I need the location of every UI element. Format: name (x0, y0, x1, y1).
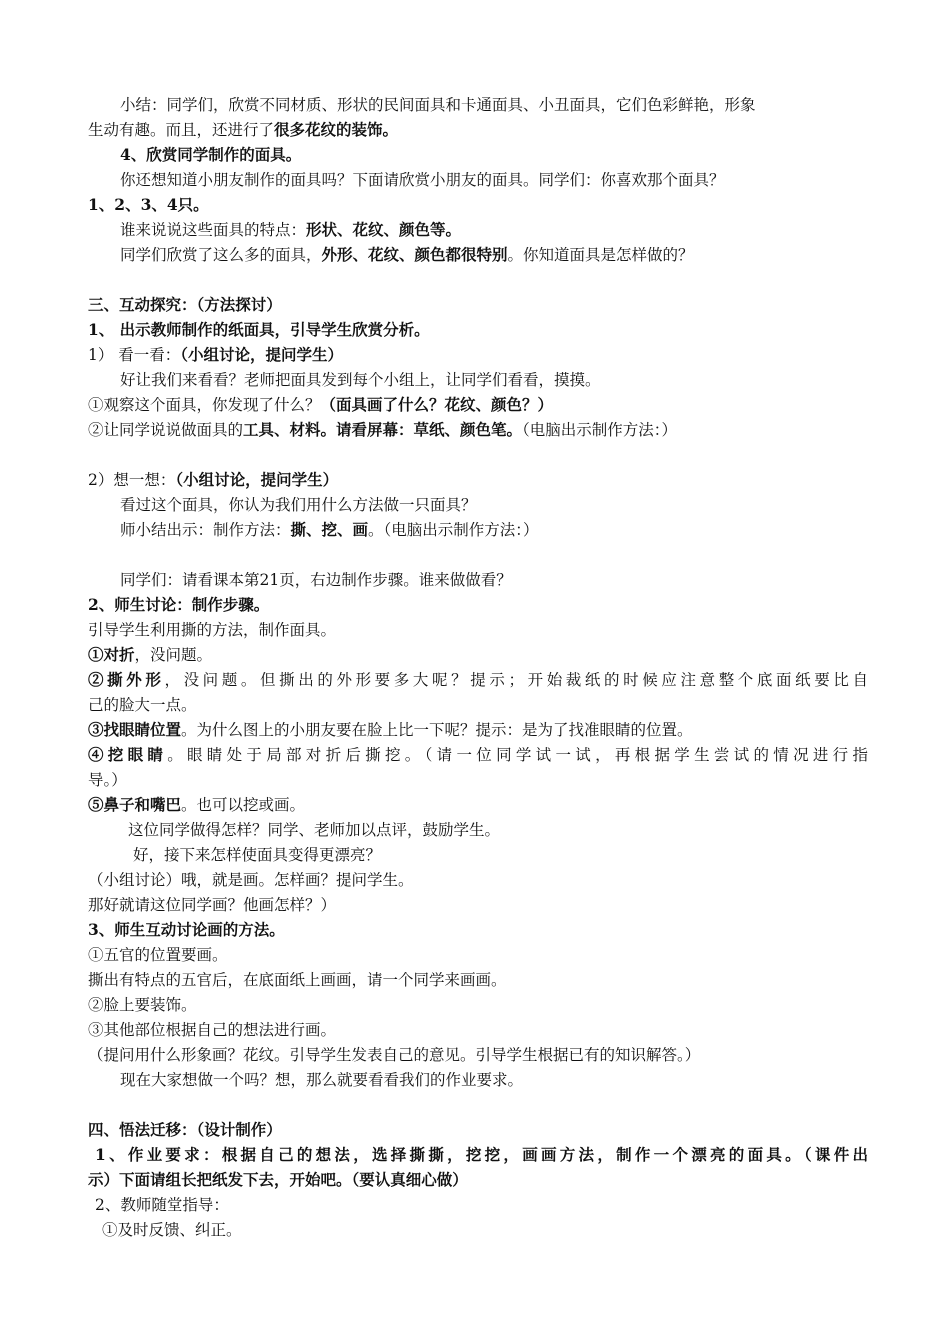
procedure-step-2: ②撕外形，没问题。但撕出的外形要多大呢？提示；开始裁纸的时候应注意整个底面纸要比自 (88, 670, 868, 689)
comment-line-3: （小组讨论）哦，就是画。怎样画？提问学生。 (88, 871, 414, 889)
drawing-line-1: ①五官的位置要画。 (88, 946, 228, 964)
section-4-line-2: 1、2、3、4只。 (88, 195, 209, 214)
assignment-line-2: 示）下面请组长把纸发下去，开始吧。（要认真细心做） (88, 1170, 468, 1189)
step-look-line-3: ②让同学说说做面具的工具、材料。请看屏幕：草纸、颜色笔。（电脑出示制作方法：） (88, 420, 678, 439)
guidance-line-2: ①及时反馈、纠正。 (102, 1221, 242, 1239)
step-look-heading: 1） 看一看：（小组讨论，提问学生） (88, 345, 344, 364)
drawing-line-5: （提问用什么形象画？花纹。引导学生发表自己的意见。引导学生根据已有的知识解答。） (88, 1046, 701, 1064)
comment-line-4: 那好就请这位同学画？他画怎样？） (88, 896, 337, 914)
comment-line-2: 好，接下来怎样使面具变得更漂亮？ (133, 846, 382, 864)
procedure-step-2-cont: 己的脸大一点。 (88, 696, 197, 714)
guidance-line-1: 2、教师随堂指导： (95, 1196, 229, 1214)
part-3-subheading-3: 3、师生互动讨论画的方法。 (88, 920, 285, 939)
step-look-line-2: ①观察这个面具，你发现了什么？（面具画了什么？花纹、颜色？） (88, 395, 554, 414)
drawing-line-2: 撕出有特点的五官后，在底面纸上画画，请一个同学来画画。 (88, 971, 507, 989)
step-look-line-1: 好让我们来看看？老师把面具发到每个小组上，让同学们看看，摸摸。 (120, 371, 601, 389)
summary-line-1: 小结：同学们，欣赏不同材质、形状的民间面具和卡通面具、小丑面具，它们色彩鲜艳，形象 (120, 96, 756, 114)
drawing-line-6: 现在大家想做一个吗？想，那么就要看看我们的作业要求。 (120, 1071, 524, 1089)
part-3-subheading-2: 2、师生讨论：制作步骤。 (88, 595, 270, 614)
drawing-line-3: ②脸上要装饰。 (88, 996, 197, 1014)
drawing-line-4: ③其他部位根据自己的想法进行画。 (88, 1021, 337, 1039)
section-4-line-4: 同学们欣赏了这么多的面具，外形、花纹、颜色都很特别。你知道面具是怎样做的？ (120, 245, 694, 264)
part-4-heading: 四、悟法迁移：（设计制作） (88, 1120, 282, 1139)
section-4-line-3: 谁来说说这些面具的特点：形状、花纹、颜色等。 (120, 220, 462, 239)
assignment-line-1: 1、作业要求：根据自己的想法，选择撕撕，挖挖，画画方法，制作一个漂亮的面具。（课件出 (95, 1145, 868, 1164)
part-3-subheading-1: 1、 出示教师制作的纸面具，引导学生欣赏分析。 (88, 320, 430, 339)
step-think-heading: 2）想一想：（小组讨论，提问学生） (88, 470, 339, 489)
procedure-step-5: ⑤鼻子和嘴巴。也可以挖或画。 (88, 795, 306, 814)
step-think-line-3: 同学们：请看课本第21页，右边制作步骤。谁来做做看？ (120, 571, 512, 589)
procedure-step-1: ①对折，没问题。 (88, 645, 213, 664)
procedure-step-4-cont: 导。） (88, 771, 127, 789)
step-think-line-1: 看过这个面具，你认为我们用什么方法做一只面具？ (120, 496, 477, 514)
procedure-step-4: ④挖眼睛。眼睛处于局部对折后撕挖。（请一位同学试一试，再根据学生尝试的情况进行指 (88, 745, 868, 764)
summary-line-2: 生动有趣。而且，还进行了很多花纹的装饰。 (88, 120, 399, 139)
section-4-heading: 4、欣赏同学制作的面具。 (120, 145, 302, 164)
section-4-line-1: 你还想知道小朋友制作的面具吗？下面请欣赏小朋友的面具。同学们：你喜欢那个面具？ (120, 171, 725, 189)
step-think-line-2: 师小结出示：制作方法：撕、挖、画。（电脑出示制作方法：） (120, 520, 539, 539)
comment-line-1: 这位同学做得怎样？同学、老师加以点评，鼓励学生。 (128, 821, 501, 839)
procedure-step-3: ③找眼睛位置。为什么图上的小朋友要在脸上比一下呢？提示：是为了找准眼睛的位置。 (88, 720, 693, 739)
discussion-intro: 引导学生利用撕的方法，制作面具。 (88, 621, 337, 639)
part-3-heading: 三、互动探究：（方法探讨） (88, 295, 282, 314)
